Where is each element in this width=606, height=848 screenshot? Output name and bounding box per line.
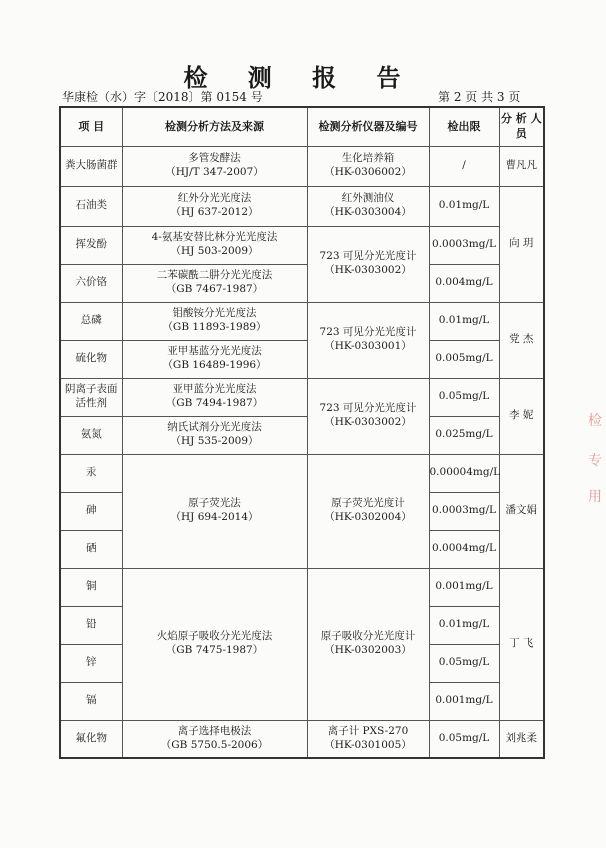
item-cell: 硒 — [60, 530, 122, 568]
method-name: 4-氨基安替比林分光光度法 — [151, 231, 278, 244]
stamp-char: 专 — [588, 453, 602, 469]
limit-cell: 0.005mg/L — [429, 340, 499, 378]
method-cell — [122, 264, 307, 302]
table-row — [60, 146, 544, 186]
instrument-number: （HK-0301005） — [324, 738, 412, 751]
instrument-number: （HK-0302003） — [324, 644, 412, 656]
method-cell — [122, 186, 307, 226]
method-cell — [122, 226, 307, 264]
limit-cell: 0.01mg/L — [429, 302, 499, 340]
method-standard: （HJ 637-2012） — [170, 206, 259, 218]
instrument-name: 生化培养箱 — [341, 152, 395, 165]
limit-cell: 0.0003mg/L — [429, 226, 499, 264]
item-cell: 六价铬 — [60, 264, 122, 302]
test-methods-table — [59, 106, 545, 759]
method-cell — [122, 378, 307, 416]
method-cell — [122, 146, 307, 186]
instrument-cell — [307, 302, 429, 378]
table-row — [60, 186, 544, 226]
method-standard: （GB 7475-1987） — [165, 644, 264, 656]
item-cell: 硫化物 — [60, 340, 122, 378]
instrument-cell — [307, 720, 429, 758]
limit-cell: 0.01mg/L — [429, 186, 499, 226]
method-name: 多管发酵法 — [188, 152, 241, 165]
method-cell — [122, 720, 307, 758]
table-row — [60, 340, 544, 378]
analyst-cell: 向 玥 — [499, 186, 544, 302]
method-standard: （GB 5750.5-2006） — [160, 738, 269, 751]
item-cell: 阴离子表面活性剂 — [60, 378, 122, 416]
instrument-cell — [307, 568, 429, 720]
item-cell: 石油类 — [60, 186, 122, 226]
method-standard: （HJ/T 347-2007） — [165, 166, 264, 178]
instrument-name: 原子荧光光度计 — [331, 497, 405, 510]
limit-cell: / — [429, 146, 499, 186]
table-row — [60, 568, 544, 606]
method-cell — [122, 302, 307, 340]
analyst-cell: 潘文娟 — [499, 454, 544, 568]
item-cell: 挥发酚 — [60, 226, 122, 264]
stamp-char: 用 — [588, 489, 602, 505]
item-cell: 粪大肠菌群 — [60, 146, 122, 186]
item-cell: 砷 — [60, 492, 122, 530]
instrument-cell — [307, 186, 429, 226]
header-limit: 检出限 — [429, 107, 499, 146]
limit-cell: 0.05mg/L — [429, 644, 499, 682]
analyst-cell: 刘兆柔 — [499, 720, 544, 758]
report-title: 检 测 报 告 — [183, 63, 417, 92]
instrument-name: 红外测油仪 — [341, 192, 395, 205]
instrument-number: （HK-0303002） — [324, 264, 412, 276]
limit-cell: 0.004mg/L — [429, 264, 499, 302]
item-cell: 总磷 — [60, 302, 122, 340]
item-cell: 氨氮 — [60, 416, 122, 454]
item-cell: 氟化物 — [60, 720, 122, 758]
instrument-name: 723 可见分光光度计 — [319, 402, 417, 415]
instrument-number: （HK-0303001） — [324, 340, 412, 352]
method-standard: （GB 11893-1989） — [162, 321, 267, 333]
table-row — [60, 378, 544, 416]
table-row — [60, 454, 544, 492]
method-name: 亚甲基蓝分光光度法 — [167, 345, 262, 358]
table-row — [60, 720, 544, 758]
stamp-char: 检 — [588, 413, 602, 429]
limit-cell: 0.0003mg/L — [429, 492, 499, 530]
item-cell: 镉 — [60, 682, 122, 720]
instrument-name: 离子计 PXS-270 — [327, 725, 409, 738]
method-name: 纳氏试剂分光光度法 — [167, 421, 262, 434]
method-name: 二苯碳酰二肼分光光度法 — [156, 269, 273, 282]
method-name: 亚甲蓝分光光度法 — [172, 383, 257, 396]
method-name: 火焰原子吸收分光光度法 — [156, 630, 273, 643]
instrument-number: （HK-0303002） — [324, 416, 412, 428]
item-cell: 汞 — [60, 454, 122, 492]
table-header-row — [60, 107, 544, 146]
method-cell — [122, 416, 307, 454]
instrument-cell — [307, 378, 429, 454]
limit-cell: 0.05mg/L — [429, 378, 499, 416]
instrument-cell — [307, 454, 429, 568]
method-standard: （GB 7494-1987） — [165, 397, 264, 409]
instrument-cell — [307, 146, 429, 186]
red-seal-stamp — [588, 410, 606, 520]
item-cell: 铅 — [60, 606, 122, 644]
analyst-cell: 党 杰 — [499, 302, 544, 378]
instrument-number: （HK-0302004） — [324, 511, 412, 523]
table-row — [60, 416, 544, 454]
method-name: 原子荧光法 — [188, 497, 241, 510]
header-item: 项 目 — [60, 107, 122, 146]
table-row — [60, 264, 544, 302]
method-standard: （HJ 535-2009） — [170, 435, 259, 447]
method-standard: （HJ 694-2014） — [170, 511, 259, 523]
analyst-cell: 曹凡凡 — [499, 146, 544, 186]
analyst-cell: 李 妮 — [499, 378, 544, 454]
method-name: 钼酸铵分光光度法 — [172, 307, 257, 320]
limit-cell: 0.01mg/L — [429, 606, 499, 644]
document-number: 华康检（水）字〔2018〕第 0154 号 — [62, 90, 263, 104]
table-row — [60, 302, 544, 340]
instrument-name: 723 可见分光光度计 — [319, 326, 417, 339]
limit-cell: 0.025mg/L — [429, 416, 499, 454]
method-cell — [122, 454, 307, 568]
limit-cell: 0.001mg/L — [429, 682, 499, 720]
method-standard: （HJ 503-2009） — [170, 245, 259, 257]
item-cell: 锌 — [60, 644, 122, 682]
analyst-cell: 丁 飞 — [499, 568, 544, 720]
page-number: 第 2 页 共 3 页 — [438, 90, 521, 104]
method-cell — [122, 568, 307, 720]
instrument-number: （HK-0306002） — [324, 166, 412, 178]
instrument-number: （HK-0303004） — [324, 206, 412, 218]
table-row — [60, 226, 544, 264]
instrument-name: 原子吸收分光光度计 — [320, 630, 416, 643]
instrument-name: 723 可见分光光度计 — [319, 250, 417, 263]
method-standard: （GB 16489-1996） — [162, 359, 267, 371]
limit-cell: 0.00004mg/L — [429, 454, 499, 492]
limit-cell: 0.0004mg/L — [429, 530, 499, 568]
header-analyst: 分 析 人 员 — [499, 107, 544, 146]
header-instrument: 检测分析仪器及编号 — [307, 107, 429, 146]
limit-cell: 0.001mg/L — [429, 568, 499, 606]
instrument-cell — [307, 226, 429, 302]
method-cell — [122, 340, 307, 378]
header-method: 检测分析方法及来源 — [122, 107, 307, 146]
limit-cell: 0.05mg/L — [429, 720, 499, 758]
method-standard: （GB 7467-1987） — [165, 283, 264, 295]
method-name: 离子选择电极法 — [177, 725, 252, 738]
item-cell: 铜 — [60, 568, 122, 606]
method-name: 红外分光光度法 — [177, 192, 252, 205]
